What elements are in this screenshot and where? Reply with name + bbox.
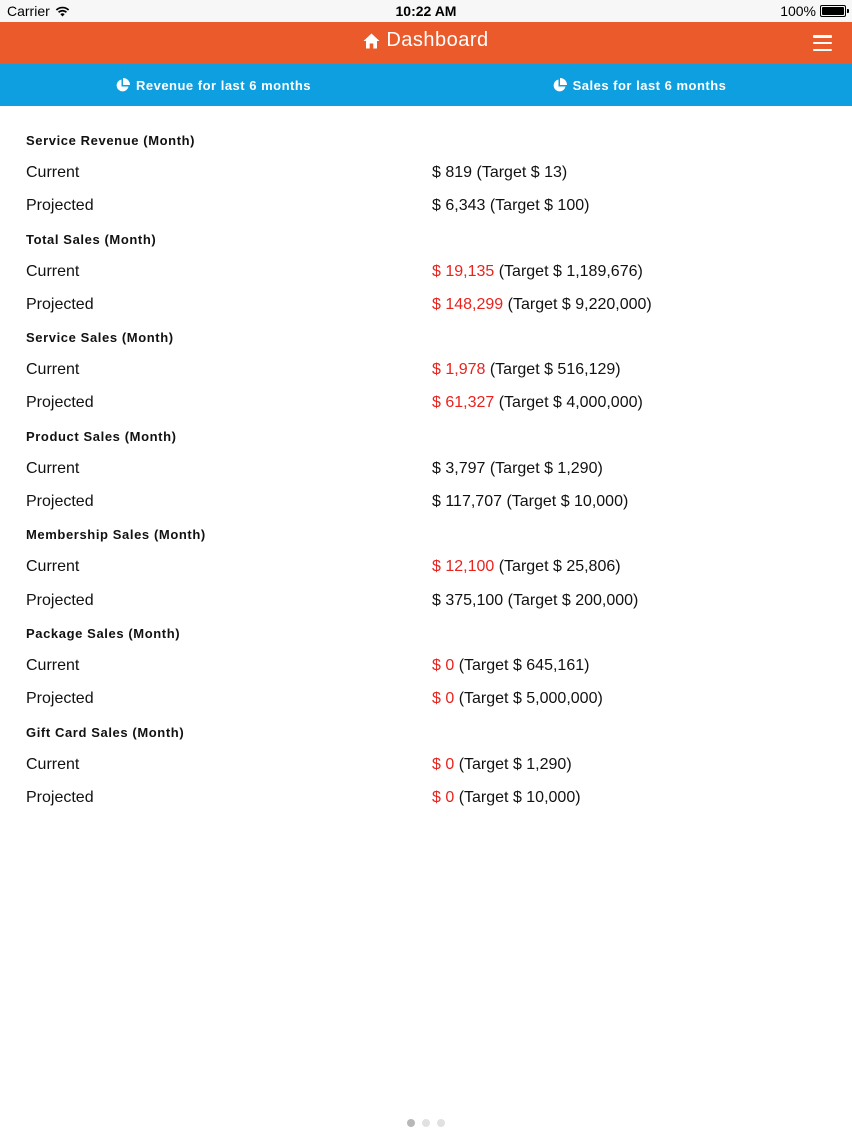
row-value xyxy=(432,361,621,379)
amount: $ 0 xyxy=(432,788,455,806)
section-product-sales xyxy=(26,428,852,527)
amount: $ 6,343 xyxy=(432,197,486,215)
section-membership-sales xyxy=(26,526,852,625)
section-service-revenue xyxy=(26,132,852,231)
amount: $ 19,135 xyxy=(432,262,495,280)
row-label: Projected xyxy=(26,690,94,708)
battery-percent: 100% xyxy=(780,3,816,19)
section-title: Product Sales (Month) xyxy=(26,428,177,444)
tab-sales-label: Sales for last 6 months xyxy=(572,77,727,93)
metric-row-projected xyxy=(26,197,852,230)
target: (Target $ 13) xyxy=(472,164,568,181)
target: (Target $ 516,129) xyxy=(485,361,621,379)
tab-revenue-label: Revenue for last 6 months xyxy=(135,77,312,93)
target: (Target $ 645,161) xyxy=(454,656,590,674)
row-label: Current xyxy=(26,558,80,576)
target: (Target $ 10,000) xyxy=(502,493,629,511)
target: (Target $ 4,000,000) xyxy=(494,394,643,412)
metric-row-projected xyxy=(26,690,852,723)
amount: $ 819 xyxy=(432,164,473,181)
section-total-sales xyxy=(26,231,852,330)
amount: $ 3,797 xyxy=(432,459,486,477)
status-time: 10:22 AM xyxy=(395,3,457,19)
metric-row-current xyxy=(26,263,852,296)
page-dot[interactable] xyxy=(407,1119,415,1127)
section-service-sales xyxy=(26,329,852,428)
amount: $ 117,707 xyxy=(432,493,502,511)
target: (Target $ 1,290) xyxy=(485,459,603,477)
hamburger-menu-icon[interactable] xyxy=(813,35,832,51)
row-value xyxy=(432,197,589,215)
row-value xyxy=(432,592,638,610)
target: (Target $ 1,189,676) xyxy=(494,262,643,280)
row-value xyxy=(432,460,603,478)
target: (Target $ 10,000) xyxy=(454,788,581,806)
metric-row-projected xyxy=(26,493,852,526)
amount: $ 1,978 xyxy=(432,361,486,379)
section-gift-card-sales xyxy=(26,724,852,823)
section-title: Service Revenue (Month) xyxy=(26,133,196,148)
amount: $ 0 xyxy=(432,755,455,773)
target: (Target $ 1,290) xyxy=(454,755,572,773)
row-value xyxy=(432,789,581,807)
row-value xyxy=(432,263,643,281)
page-indicator[interactable] xyxy=(0,1119,852,1127)
nav-bar xyxy=(0,22,852,64)
row-value xyxy=(432,756,572,774)
metric-row-current xyxy=(26,361,852,394)
section-title: Service Sales (Month) xyxy=(26,330,174,346)
tab-bar xyxy=(0,64,852,106)
page-dot[interactable] xyxy=(437,1119,445,1127)
battery-info xyxy=(780,3,846,19)
battery-icon xyxy=(820,5,846,17)
row-label: Projected xyxy=(26,788,94,806)
pie-chart-icon xyxy=(552,78,567,93)
page-title xyxy=(0,29,852,52)
home-icon xyxy=(363,33,380,49)
row-value xyxy=(432,690,603,708)
status-bar xyxy=(0,0,852,22)
dashboard-content xyxy=(0,106,852,822)
row-value xyxy=(432,657,589,675)
row-label: Current xyxy=(26,459,80,477)
row-label: Current xyxy=(26,755,80,773)
section-package-sales xyxy=(26,625,852,724)
metric-row-current xyxy=(26,460,852,493)
row-label: Current xyxy=(26,361,80,379)
metric-row-projected xyxy=(26,592,852,625)
section-title: Package Sales (Month) xyxy=(26,625,181,641)
row-value xyxy=(432,394,643,412)
metric-row-projected xyxy=(26,394,852,427)
target: (Target $ 25,806) xyxy=(494,558,621,576)
row-value xyxy=(432,164,567,182)
target: (Target $ 5,000,000) xyxy=(454,690,603,708)
row-value xyxy=(432,296,652,314)
amount: $ 0 xyxy=(432,656,455,674)
row-label: Current xyxy=(26,656,80,674)
target: (Target $ 200,000) xyxy=(503,591,639,609)
metric-row-current xyxy=(26,756,852,789)
row-label: Projected xyxy=(26,493,94,511)
section-title: Gift Card Sales (Month) xyxy=(26,724,185,740)
row-value xyxy=(432,558,621,576)
metric-row-projected xyxy=(26,296,852,329)
amount: $ 12,100 xyxy=(432,558,495,576)
row-label: Current xyxy=(26,262,80,280)
carrier-label: Carrier xyxy=(7,3,50,19)
amount: $ 148,299 xyxy=(432,295,504,313)
metric-row-current xyxy=(26,657,852,690)
amount: $ 61,327 xyxy=(432,394,495,412)
metric-row-projected xyxy=(26,789,852,822)
row-value xyxy=(432,493,628,511)
amount: $ 0 xyxy=(432,690,455,708)
section-title: Total Sales (Month) xyxy=(26,231,157,247)
row-label: Projected xyxy=(26,394,94,412)
row-label: Projected xyxy=(26,295,94,313)
target: (Target $ 9,220,000) xyxy=(503,295,652,313)
tab-sales[interactable] xyxy=(426,64,852,106)
page-dot[interactable] xyxy=(422,1119,430,1127)
target: (Target $ 100) xyxy=(485,197,590,215)
metric-row-current xyxy=(26,164,852,197)
row-label: Projected xyxy=(26,197,94,215)
amount: $ 375,100 xyxy=(432,591,504,609)
page-title-text: Dashboard xyxy=(386,29,489,51)
pie-chart-icon xyxy=(115,78,130,93)
section-title: Membership Sales (Month) xyxy=(26,527,206,543)
row-label: Current xyxy=(26,164,80,181)
row-label: Projected xyxy=(26,591,94,609)
metric-row-current xyxy=(26,558,852,591)
tab-revenue[interactable] xyxy=(0,64,426,106)
